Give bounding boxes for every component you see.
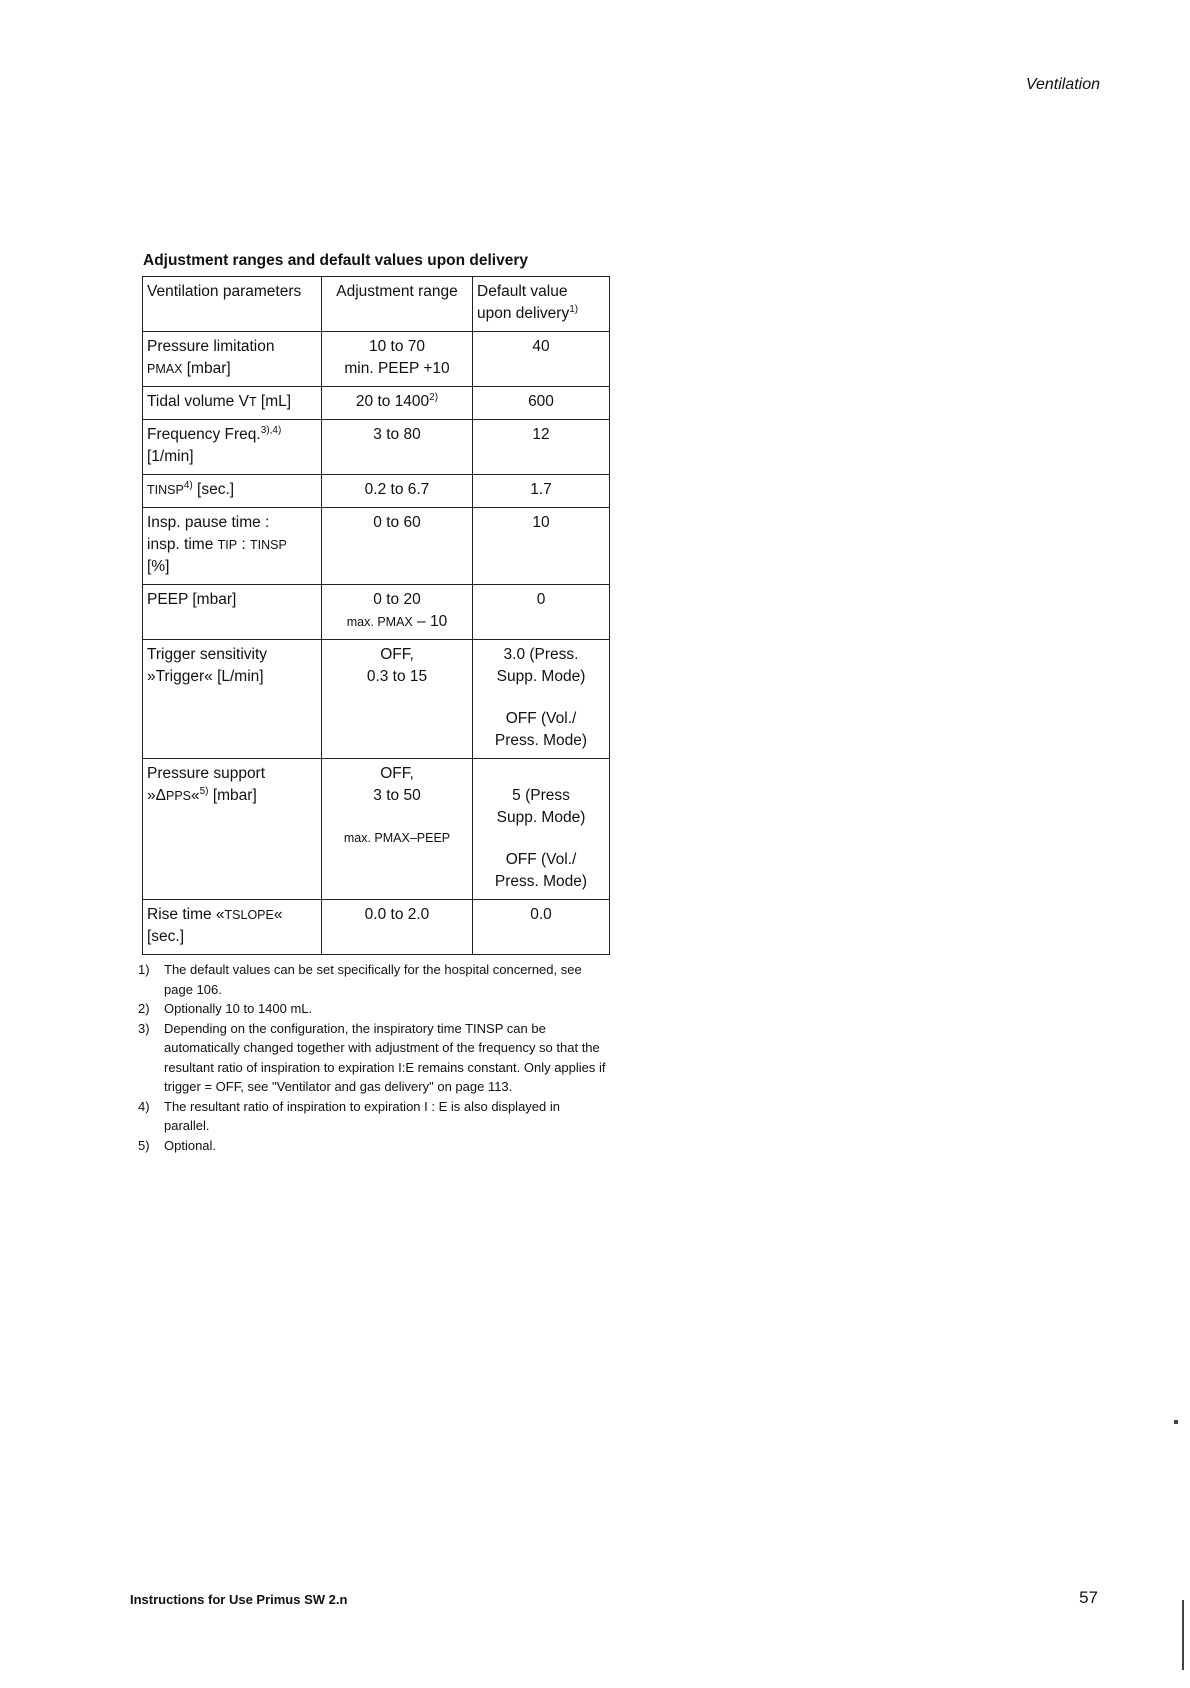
- default-cell: 600: [473, 387, 610, 420]
- parameters-table: [142, 276, 610, 955]
- footnote: 2) Optionally 10 to 1400 mL.: [138, 1001, 313, 1016]
- column-header-default: Default value upon delivery$^{1)}$: [473, 277, 610, 332]
- footnote: 4) The resultant ratio of inspiration to expiration I : E is also displayed in parallel.: [138, 1098, 560, 1133]
- table-header-row: [143, 277, 610, 332]
- default-cell: 10: [473, 508, 610, 585]
- table-row: [143, 387, 610, 420]
- default-cell: 0: [473, 585, 610, 640]
- range-cell: 0.0 to 2.0: [322, 900, 473, 955]
- scan-edge-mark: [1182, 1600, 1184, 1670]
- default-cell: 5 (Press Supp. Mode) OFF (Vol./ Press. Mode): [473, 759, 610, 900]
- table-row: [143, 475, 610, 508]
- param-cell: Insp. pause time : insp. time TIP : TINSP [%]: [143, 508, 322, 585]
- table-row: [143, 759, 610, 900]
- param-cell: Frequency Freq.$^{3),4)}$ [1/min]: [143, 420, 322, 475]
- column-header-parameters: Ventilation parameters: [143, 277, 322, 332]
- table-row: [143, 585, 610, 640]
- range-cell: 20 to 1400$^{2)}$: [322, 387, 473, 420]
- page-number: 57: [1079, 1588, 1098, 1607]
- range-cell: OFF, 0.3 to 15: [322, 640, 473, 759]
- scan-edge-dot: [1174, 1420, 1178, 1424]
- default-cell: 40: [473, 332, 610, 387]
- range-cell: 0.2 to 6.7: [322, 475, 473, 508]
- param-cell: Trigger sensitivity »Trigger« [L/min]: [143, 640, 322, 759]
- table-title: Adjustment ranges and default values upon delivery: [143, 252, 529, 269]
- param-cell: Pressure limitation PMAX [mbar]: [143, 332, 322, 387]
- param-cell: Rise time «TSLOPE« [sec.]: [143, 900, 322, 955]
- footnote: 3) Depending on the configuration, the inspiratory time TINSP can be automatically changed together with adjustment of the frequency so that the resultant ratio of inspiration to expiration I:E remains constant. Only applies if trigger = OFF, see "Ventilator and gas delivery" on page 113.: [138, 1020, 606, 1094]
- range-cell: 10 to 70 min. PEEP +10: [322, 332, 473, 387]
- default-cell: 1.7: [473, 475, 610, 508]
- footnote: 5) Optional.: [138, 1137, 217, 1153]
- param-cell: PEEP [mbar]: [143, 585, 322, 640]
- default-cell: 0.0: [473, 900, 610, 955]
- param-cell: Tidal volume VT [mL]: [143, 387, 322, 420]
- table-row: [143, 900, 610, 955]
- column-header-range: Adjustment range: [322, 277, 473, 332]
- footnotes: [138, 960, 608, 1155]
- param-cell: TINSP$^{4)}$ [sec.]: [143, 475, 322, 508]
- table-row: [143, 508, 610, 585]
- footer-document-title: Instructions for Use Primus SW 2.n: [130, 1592, 348, 1607]
- table-row: [143, 640, 610, 759]
- range-cell: 0 to 60: [322, 508, 473, 585]
- table-row: [143, 420, 610, 475]
- param-cell: Pressure support »ΔPPS«$^{5)}$ [mbar]: [143, 759, 322, 900]
- default-cell: 3.0 (Press. Supp. Mode) OFF (Vol./ Press. Mode): [473, 640, 610, 759]
- section-title: Ventilation: [1025, 76, 1100, 93]
- range-cell: OFF, 3 to 50 max. PMAX–PEEP: [322, 759, 473, 900]
- range-cell: 3 to 80: [322, 420, 473, 475]
- range-cell: 0 to 20 max. PMAX – 10: [322, 585, 473, 640]
- table-row: [143, 332, 610, 387]
- footnote: 1) The default values can be set specifically for the hospital concerned, see page 106.: [138, 962, 582, 997]
- default-cell: 12: [473, 420, 610, 475]
